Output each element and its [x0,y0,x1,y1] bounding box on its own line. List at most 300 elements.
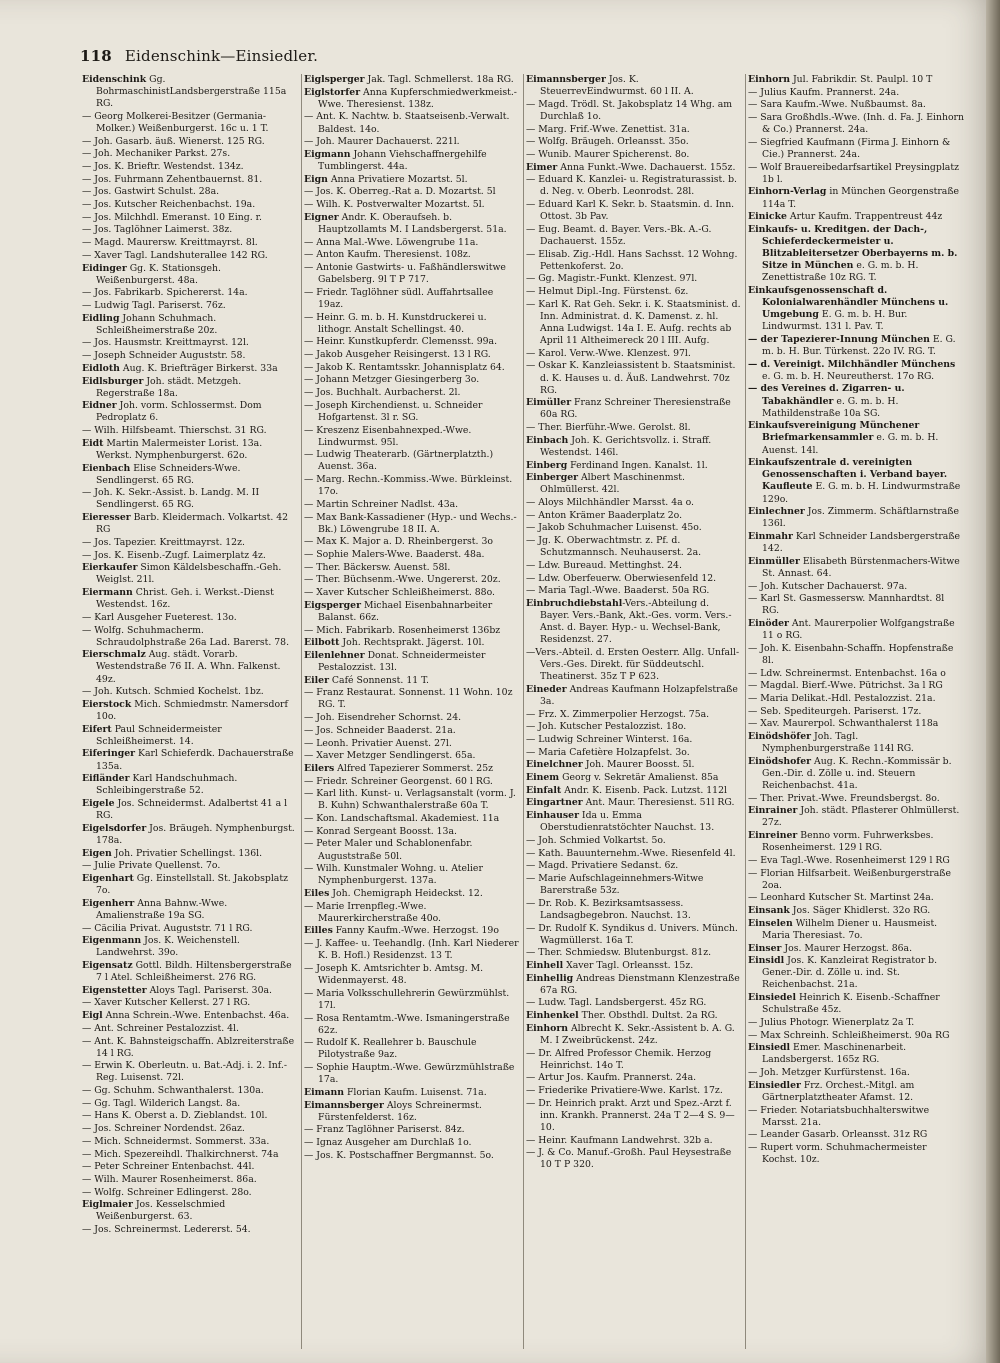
entry-details: Jos. Kesselschmied Weißenburgerst. 63. [96,1199,226,1223]
directory-entry [526,585,741,597]
entry-details: Anna Funkt.-Wwe. Dachauerst. 155z. [557,161,736,173]
entry-details: — Joh. Gasarb. äuß. Wienerst. 125 RG. [82,135,265,147]
entry-details: — Dr. Alfred Professor Chemik. Herzog Heinrichst. 14o T. [526,1047,712,1071]
directory-entry [304,536,519,548]
directory-entry [526,560,741,572]
directory-entry [82,199,297,211]
entry-details: — Joh. Schmied Volkartst. 5o. [526,834,666,846]
entry-details: — Julius Photogr. Wienerplatz 2a T. [748,1016,915,1028]
directory-entry [526,149,741,161]
directory-entry [82,313,297,337]
entry-surname: Einselen [748,917,793,929]
entry-details: Jul. Fabrikdir. St. Paulpl. 10 T [790,74,933,85]
entry-details: — Xaver Tagl. Landshuterallee 142 RG. [82,249,268,261]
entry-details: — Maria Delikat.-Hdl. Pestalozzist. 21a. [748,692,936,704]
directory-entry [526,747,741,759]
entry-details: Paul Schneidermeister Schleißheimerst. 14. [96,723,222,747]
entry-surname: Einem [526,772,560,784]
entry-details: — Sophie Hauptm.-Wwe. Gewürzmühlstraße 17a. [304,1062,515,1086]
directory-entry [304,512,519,536]
entry-details: — Marie Irrenpfleg.-Wwe. Maurerkircherstraße 40o. [304,900,442,924]
directory-entry [304,888,519,900]
directory-entry [526,162,741,174]
directory-entry [748,162,964,186]
entry-surname: Einlechner [748,506,805,518]
entry-surname: — der Tapezierer-Innung München [748,333,930,345]
entry-details: — Kreszenz Eisenbahnexped.-Wwe. Lindwurmst. 95l. [304,424,472,448]
entry-details: Frz. Orchest.-Mitgl. am Gärtnerplatztheater Afamst. 12. [762,1079,915,1103]
entry-surname: Einsiedl [748,1042,791,1054]
directory-entry [748,285,964,333]
directory-entry [304,813,519,825]
entry-details: Albert Maschinenmst. Ohlmüllerst. 42l. [540,472,686,496]
directory-entry [82,224,297,236]
entry-details: Gg. K. Stationsgeh. Weißenburgerst. 48a. [96,262,221,286]
entry-details: Karl Handschuhmach. Schleibingerstraße 52. [96,773,238,797]
entry-details: — Eduard K. Kanzlei- u. Registraturassist. b. d. Neg. v. Oberb. Leonrodst. 28l. [526,174,738,198]
directory-entry [304,474,519,498]
directory-entry [82,960,297,984]
entry-surname: Eingartner [526,797,583,809]
directory-entry [526,360,741,396]
entry-surname: Eigenstetter [82,984,147,996]
directory-entry [304,186,519,198]
entry-details: — Maria Volksschullehrerin Gewürzmühlst. 17l. [304,987,510,1011]
entry-details: — Karl K. Rat Geh. Sekr. i. K. Staatsminist. d. Inn. Administrat. d. K. Damenst. z. hl. Anna Ludwigst. 14a I. E. Aufg. rechts ab April 11 Altheimereck 20 l III. Aufg. [526,298,741,347]
directory-entry [748,420,964,456]
directory-entry [304,425,519,449]
directory-entry [526,348,741,360]
entry-details: — Rudolf K. Reallehrer b. Bauschule Pilotystraße 9az. [304,1037,477,1061]
entry-details: Simon Käldelsbeschaffn.-Geh. Weiglst. 21l. [96,562,282,586]
entry-details: e. G. m. b. H. Zenettistraße 10z RG. T. [762,260,919,284]
entry-details: Andreas Dienstmann Klenzestraße 67a RG. [540,972,740,996]
entry-surname: Einberg [526,459,568,471]
entry-details: — Johann Metzger Giesingerberg 3o. [304,374,480,386]
entry-details: — Antonie Gastwirts- u. Faßhändlerswitwe Gabelsberg. 9l T P 717. [304,261,506,286]
entry-surname: Eidling [82,312,120,324]
entry-details: — Xaver Kutscher Kellerst. 27 l RG. [82,997,251,1009]
entry-surname: Einrainer [748,805,798,817]
entry-details: — Jakob Schuhmacher Luisenst. 45o. [526,522,702,534]
entry-details: — Jos. Hausmstr. Kreittmayrst. 12l. [82,337,249,349]
entry-details: — Ldw. Oberfeuerw. Oberwiesenfeld 12. [526,572,717,584]
directory-entry [748,706,964,718]
directory-entry [82,400,297,424]
directory-entry [82,376,297,400]
directory-entry [748,943,964,955]
directory-entry [82,587,297,611]
entry-details: Emer. Maschinenarbeit. Landsbergerst. 165z RG. [762,1042,907,1066]
entry-surname: Einfalt [526,784,562,796]
directory-entry [304,650,519,674]
directory-entry [526,923,741,947]
directory-entry [82,186,297,198]
entry-surname: Eilenlehner [304,649,365,661]
directory-entry [748,1042,964,1066]
column-4 [746,74,968,1349]
directory-columns [80,74,968,1349]
directory-entry [82,212,297,224]
entry-surname: Einsank [748,905,790,917]
entry-details: Elisabeth Bürstenmachers-Witwe St. Annast. 64. [762,555,960,579]
directory-entry [526,299,741,347]
directory-entry [82,1136,297,1148]
page-edge-shadow [986,0,1000,1363]
entry-surname: Eienbach [82,462,131,474]
entry-details: — Anna Mal.-Wwe. Löwengrube 11a. [304,236,479,248]
directory-entry [748,680,964,692]
entry-details: — Eduard Karl K. Sekr. b. Staatsmin. d. Inn. Ottost. 3b Pav. [526,199,735,223]
entry-details: — Jos. Schreinermst. Ledererst. 54. [82,1224,251,1236]
directory-entry [526,510,741,522]
directory-entry [304,237,519,249]
directory-entry [526,74,741,98]
entry-details: — Cäcilia Privat. Auguststr. 71 l RG. [82,922,253,934]
directory-entry [304,1087,519,1099]
directory-entry [748,868,964,892]
entry-surname: Einkaufs- u. Kreditgen. der Dach-, Schieferdeckermeister u. Blitzableitersetzer Oberbayerns m. b. Sitze in München [748,223,958,272]
directory-entry [748,918,964,942]
directory-entry [82,1098,297,1110]
entry-details: — Magd. Maurersw. Kreittmayrst. 8l. [82,237,258,249]
entry-details: — Heinr. G. m. b. H. Kunstdruckerei u. lithogr. Anstalt Schellingst. 40. [304,311,487,335]
entry-surname: Einsiedler [748,1079,801,1091]
directory-entry [82,686,297,698]
directory-entry [304,863,519,887]
entry-details: — Peter Maler und Schablonenfabr. Auguststraße 50l. [304,838,473,862]
entry-details: Ther. Obsthdl. Dultst. 2a RG. [578,1010,718,1022]
directory-entry [304,675,519,687]
entry-details: — Ant. Schreiner Pestalozzist. 4l. [82,1022,239,1034]
entry-details: Georg v. Sekretär Amalienst. 85a [559,772,719,784]
entry-details: — Joh. Eisendreher Schornst. 24. [304,712,462,724]
entry-surname: Eigner [304,211,339,223]
entry-details: Jos. K. Kanzleirat Registrator b. Gener.-Dir. d. Zölle u. ind. St. Reichenbachst. 21a. [762,955,938,991]
directory-entry [82,111,297,135]
entry-details: — Anton Kaufm. Theresienst. 108z. [304,249,471,261]
directory-entry [82,748,297,772]
entry-surname: Einsidl [748,955,785,967]
entry-details: — Jos. Fuhrmann Zehentbauernst. 81. [82,173,263,185]
entry-details: Jos. K. SteuerrevEindwurmst. 60 l II. A. [540,74,694,98]
directory-entry [748,1105,964,1129]
entry-details: Mich. Schmiedmstr. Namersdorf 10o. [96,698,288,722]
directory-entry [526,772,741,784]
entry-details: — Jos. Schneider Baaderst. 21a. [304,724,456,736]
directory-entry [748,1142,964,1166]
entry-details: — Ther. Büchsenm.-Wwe. Ungererst. 20z. [304,574,501,586]
entry-surname: Eilbott [304,637,340,649]
entry-details: — Joseph Kirchendienst. u. Schneider Hofgartenst. 3l r. SG. [304,399,483,423]
entry-details: — Mich. Schneidermst. Sommerst. 33a. [82,1135,270,1147]
directory-entry [82,1060,297,1084]
entry-surname: Eigenherr [82,897,135,909]
entry-surname: — d. Vereinigt. Milchhändler Münchens [748,358,956,370]
entry-details: — Artur Jos. Kaufm. Prannerst. 24a. [526,1072,697,1084]
entry-details: — Wilh. Hilfsbeamt. Thierschst. 31 RG. [82,425,267,437]
entry-details: Joh. Maurer Boosst. 5l. [582,759,695,771]
directory-entry [304,349,519,361]
entry-details: — Jos. Taglöhner Laimerst. 38z. [82,224,233,236]
directory-entry [304,1137,519,1149]
directory-entry [526,860,741,872]
entry-details: — Joh. Metzger Kurfürstenst. 16a. [748,1067,910,1079]
directory-entry [82,550,297,562]
directory-entry [304,336,519,348]
entry-surname: Einkaufsvereinigung Münchener Briefmarkensammler [748,420,920,444]
directory-entry [304,763,519,775]
entry-details: Gg. Einstellstall. St. Jakobsplatz 7o. [96,872,288,897]
entry-details: — Jos. Kutscher Reichenbachst. 19a. [82,199,256,211]
directory-entry [82,848,297,860]
directory-entry [748,224,964,284]
directory-entry [748,992,964,1016]
directory-entry [748,793,964,805]
directory-entry [526,199,741,223]
directory-entry [304,1062,519,1086]
directory-entry [304,725,519,737]
directory-entry [82,562,297,586]
directory-entry [748,531,964,555]
directory-entry [526,810,741,834]
entry-details: — Sophie Malers-Wwe. Baaderst. 48a. [304,549,485,560]
directory-entry [82,136,297,148]
entry-surname: Eineder [526,683,567,695]
directory-entry [748,383,964,419]
directory-entry [748,643,964,667]
directory-entry [748,668,964,680]
entry-surname: Einreiner [748,830,798,842]
entry-details: Anna Bahnw.-Wwe. Amalienstraße 19a SG. [96,897,228,921]
entry-details: Aloys Tagl. Pariserst. 30a. [146,984,272,996]
entry-details: — Jos. K. Oberreg.-Rat a. D. Mozartst. 5l [304,186,496,198]
column-2 [302,74,524,1349]
entry-details: — Florian Hilfsarbeit. Weißenburgerstraße 2oa. [748,867,951,891]
entry-details: — Eva Tagl.-Wwe. Rosenheimerst 129 l RG [748,854,950,866]
entry-details: Fanny Kaufm.-Wwe. Herzogst. 19o [332,925,499,937]
entry-surname: Eilles [304,925,333,937]
directory-entry [748,693,964,705]
directory-entry [304,574,519,586]
directory-entry [526,684,741,708]
directory-entry [748,805,964,829]
entry-details: — J. & Co. Manuf.-Großh. Paul Heysestraße 10 T P 320. [526,1147,732,1171]
directory-entry [748,593,964,617]
entry-details: — Xaver Metzger Sendlingerst. 65a. [304,750,476,762]
directory-entry [82,250,297,262]
directory-entry [82,237,297,249]
entry-details: — Franz Taglöhner Pariserst. 84z. [304,1124,465,1136]
entry-details: — Eug. Beamt. d. Bayer. Vers.-Bk. A.-G. Dachauerst. 155z. [526,223,712,247]
directory-entry [526,1010,741,1022]
directory-entry [82,649,297,685]
entry-details: — Wolf Brauereibedarfsartikel Preysingplatz 1b l. [748,161,959,185]
entry-surname: Eiferinger [82,748,136,760]
directory-entry [82,287,297,299]
entry-details: Joh. K. Gerichtsvollz. i. Straff. Westendst. 146l. [540,434,712,458]
directory-entry [304,988,519,1012]
entry-surname: Eiglsperger [304,74,365,85]
directory-entry [526,286,741,298]
entry-details: — Heinr. Kunstkupferdr. Clemensst. 99a. [304,336,498,348]
entry-details: — Ludwig Schreiner Winterst. 16a. [526,733,693,745]
directory-entry [748,1080,964,1104]
directory-entry [526,973,741,997]
entry-details: — Joh. Kutscher Dachauerst. 97a. [748,580,908,592]
directory-entry [748,1017,964,1029]
directory-entry [82,985,297,997]
entry-details: — Jos. Milchhdl. Emeranst. 10 Eing. r. [82,211,263,223]
entry-details: e. G. m. b. H. Neureutherst. 17o RG. [762,370,935,382]
entry-surname: Eigele [82,798,115,809]
entry-details: — Magd. Privatiere Sedanst. 6z. [526,860,679,872]
directory-entry [82,997,297,1009]
entry-details: in München Georgenstraße 114a T. [762,186,960,210]
directory-entry [304,1013,519,1037]
entry-surname: Einmüller [748,555,800,567]
entry-details: — Jos. Fabrikarb. Spichererst. 14a. [82,287,248,299]
entry-details: — Elisab. Zig.-Hdl. Hans Sachsst. 12 Wohng. Pettenkoferst. 2o. [526,248,738,272]
entry-details: — Leonh. Privatier Auenst. 27l. [304,737,452,749]
entry-details: Aug. K. Rechn.-Kommissär b. Gen.-Dir. d. Zölle u. ind. Steuern Reichenbachst. 41a. [762,755,952,791]
directory-entry [748,137,964,161]
directory-entry [82,74,297,110]
entry-details: — Max K. Major a. D. Rheinbergerst. 3o [304,536,493,548]
entry-surname: Eigen [82,847,112,859]
directory-entry [526,1147,741,1171]
entry-details: Jos. Säger Khidlerst. 32o RG. [789,905,931,917]
directory-entry [82,898,297,922]
entry-details: Anna Kupferschmiedwerkmeist.-Wwe. Theresienst. 138z. [318,86,517,110]
directory-entry [304,750,519,762]
entry-details: — Jos. Buchhalt. Aurbacherst. 2l. [304,387,461,399]
entry-details: Joh. Rechtsprakt. Jägerst. 10l. [339,637,485,649]
entry-surname: Eimüller [526,397,572,409]
entry-details: — Joh. Kutsch. Schmied Kochelst. 1bz. [82,686,264,698]
directory-entry [748,556,964,580]
entry-details: Anna Privatiere Mozartst. 5l. [327,173,468,185]
entry-details: E. G. m. b. H. Lindwurmstraße 129o. [762,481,961,505]
entry-details: — Konrad Sergeant Boosst. 13a. [304,825,457,837]
entry-surname: Einödshöfer [748,731,812,742]
entry-details: — Joh. K. Eisenbahn-Schaffn. Hopfenstraße 8l. [748,642,954,666]
entry-details: — Karl Ausgeher Fueterest. 13o. [82,611,237,623]
entry-details: — Ignaz Ausgeher am Durchlaß 1o. [304,1137,472,1148]
directory-entry [82,463,297,487]
directory-entry [82,350,297,362]
directory-entry [748,581,964,593]
page-number: 118 [80,47,112,65]
directory-entry [82,1199,297,1223]
entry-details: Christ. Geh. i. Werkst.-Dienst Westendst. 16z. [96,587,274,611]
directory-entry [304,963,519,987]
directory-entry [526,472,741,496]
entry-surname: Einelchner [526,759,583,771]
directory-entry [748,955,964,991]
entry-details: — Wolfg. Schreiner Edlingerst. 28o. [82,1186,252,1198]
entry-details: Donat. Schneidermeister Pestalozzist. 13l. [318,649,486,673]
directory-entry [82,1161,297,1173]
entry-surname: Eiermann [82,587,133,599]
directory-entry [82,537,297,549]
directory-entry [304,901,519,925]
entry-details: — Maria Cafetière Holzapfelst. 3o. [526,746,690,758]
directory-entry [526,598,741,646]
entry-details: Joh. städt. Metzgeh. Regerstraße 18a. [96,375,242,399]
entry-details: Gg. BohrmaschinistLandsbergerstraße 115a RG. [96,74,287,110]
entry-details: — Ther. Privat.-Wwe. Freundsbergst. 8o. [748,792,940,804]
entry-details: — Joseph K. Amtsrichter b. Amtsg. M. Widenmayerst. 48. [304,962,484,987]
entry-details: — Wolfg. Bräugeh. Orleansst. 35o. [526,136,689,148]
entry-details: — Dr. Heinrich prakt. Arzt und Spez.-Arzt f. inn. Krankh. Prannerst. 24a T 2—4 S. 9—10. [526,1097,735,1133]
directory-entry [526,573,741,585]
entry-details: — Siegfried Kaufmann (Firma J. Einhorn & Cie.) Prannerst. 24a. [748,136,951,160]
directory-entry [526,249,741,273]
directory-entry [526,1023,741,1047]
directory-entry [82,773,297,797]
entry-details: — Ant. K. Bahnsteigschaffn. Ablzreiterstraße 14 l RG. [82,1035,295,1059]
entry-details: Anna Schrein.-Wwe. Entenbachst. 46a. [102,1010,290,1022]
directory-entry [748,756,964,792]
entry-details: — Jos. K. Brieftr. Westendst. 134z. [82,161,244,173]
entry-details: Wilhelm Diener u. Hausmeist. Maria Theresiast. 7o. [762,917,938,941]
directory-entry [82,1224,297,1236]
entry-surname: Einsiedel [748,992,797,1004]
directory-entry [304,449,519,473]
directory-entry [748,457,964,505]
entry-surname: Eimannsberger [526,74,606,85]
page-header [80,47,960,69]
directory-entry [748,830,964,854]
directory-entry [526,647,741,683]
directory-entry [82,1149,297,1161]
directory-entry [304,287,519,311]
directory-entry [526,1048,741,1072]
entry-details: — Marie Aufschlageinnehmers-Witwe Barerstraße 53z. [526,872,704,897]
entry-details: Joh. vorm. Schlossermst. Dom Pedroplatz 6. [96,400,262,424]
entry-details: — Magdal. Bierf.-Wwe. Pütrichst. 3a l RG [748,680,943,692]
directory-entry [526,174,741,198]
directory-entry [526,759,741,771]
directory-entry [304,738,519,750]
directory-entry [304,212,519,236]
directory-entry [526,273,741,285]
entry-details: Elise Schneiders-Wwe. Sendlingerst. 65 RG. [96,462,241,486]
directory-entry [304,174,519,186]
directory-entry [82,798,297,822]
entry-surname: Eigenmann [82,935,142,947]
directory-entry [82,174,297,186]
directory-entry [304,925,519,937]
entry-surname: Eiglmaier [82,1199,133,1211]
directory-entry [526,99,741,123]
entry-details: — Magd. Trödl. St. Jakobsplatz 14 Whg. am Durchlaß 1o. [526,98,733,122]
entry-details: — Wilh. Maurer Rosenheimerst. 86a. [82,1173,257,1185]
entry-surname: Einser [748,942,782,954]
entry-surname: Eign [304,173,328,185]
entry-details: —Vers.-Abteil. d. Ersten Oesterr. Allg. Unfall-Vers.-Ges. Direkt. für Süddeutschl. Theatinerst. 35z T P 623. [526,646,740,683]
directory-entry [304,387,519,399]
directory-entry [304,87,519,111]
directory-entry [526,136,741,148]
directory-entry [82,724,297,748]
directory-entry [526,435,741,459]
directory-entry [526,785,741,797]
entry-details: Joh. städt. Pflasterer Ohlmüllerst. 27z. [762,805,960,829]
entry-surname: Eierkaufer [82,562,138,574]
entry-details: — Friedr. Schreiner Georgenst. 60 l RG. [304,775,493,787]
